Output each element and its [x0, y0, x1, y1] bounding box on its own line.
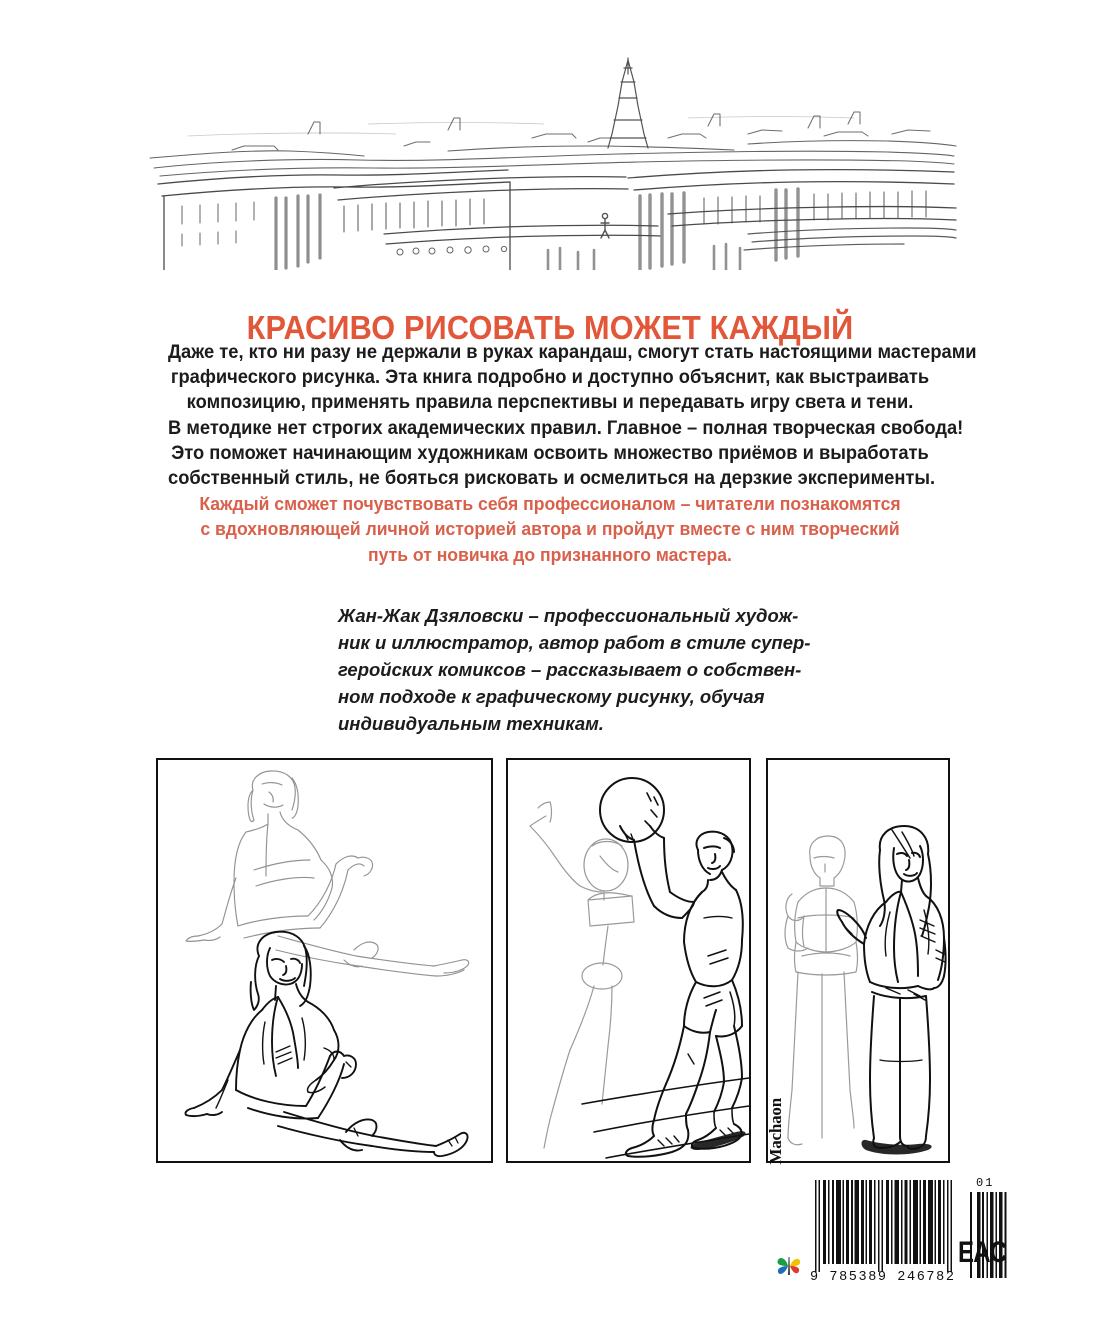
- illustration-panels: [156, 758, 950, 1166]
- author-bio-line: геройских комиксов – рассказывает о собствен-: [338, 659, 802, 680]
- author-bio: [338, 602, 811, 737]
- author-bio-line: Жан-Жак Дзяловски – профессиональный худож-: [338, 605, 799, 626]
- panel-basketball-player: [506, 758, 751, 1163]
- body-copy-line: собственный стиль, не бояться рисковать и осмелиться на дерзкие эксперименты.: [168, 468, 936, 490]
- author-bio-line: индивидуальным техникам.: [338, 713, 604, 734]
- body-copy-line: Это поможет начинающим художникам освоить множество приёмов и выработать: [171, 442, 929, 464]
- paris-skyline-sketch: [148, 38, 958, 270]
- accent-copy-line: путь от новичка до признанного мастера.: [368, 543, 732, 565]
- body-copy-line: композицию, применять правила перспективы и передавать игру света и тени.: [186, 392, 914, 414]
- accent-copy: [168, 491, 932, 567]
- panel-standing-woman: [766, 758, 950, 1163]
- body-copy: [168, 340, 977, 491]
- accent-copy-line: с вдохновляющей личной историей автора и пройдут вместе с ним творческий: [200, 518, 900, 540]
- butterfly-logo: [776, 1254, 802, 1278]
- page-title: КРАСИВО РИСОВАТЬ МОЖЕТ КАЖДЫЙ: [246, 309, 854, 347]
- eac-conformity-mark: EAC: [958, 1236, 1007, 1269]
- panel-seated-women: [156, 758, 493, 1163]
- body-copy-line: В методике нет строгих академических правил. Главное – полная творческая свобода!: [168, 417, 964, 439]
- eac-mark-wrap: [958, 1236, 1018, 1270]
- ean13-digits: 9 785389 246782: [810, 1270, 956, 1285]
- author-bio-line: ник и иллюстратор, автор работ в стиле супер-: [338, 632, 811, 653]
- ean-addon-digits: 01: [976, 1176, 995, 1190]
- author-bio-line: ном подходе к графическому рисунку, обучая: [338, 686, 765, 707]
- accent-copy-line: Каждый сможет почувствовать себя профессионалом – читатели познакомятся: [199, 493, 901, 514]
- ean13-bars: [810, 1178, 958, 1274]
- body-copy-line: графического рисунка. Эта книга подробно и доступно объяснит, как выстраивать: [170, 367, 930, 389]
- publisher-imprint: Machaon: [766, 1098, 785, 1165]
- body-copy-line: Даже те, кто ни разу не держали в руках карандаш, смогут стать настоящими мастерами: [168, 342, 977, 363]
- ean13-barcode: [810, 1178, 958, 1296]
